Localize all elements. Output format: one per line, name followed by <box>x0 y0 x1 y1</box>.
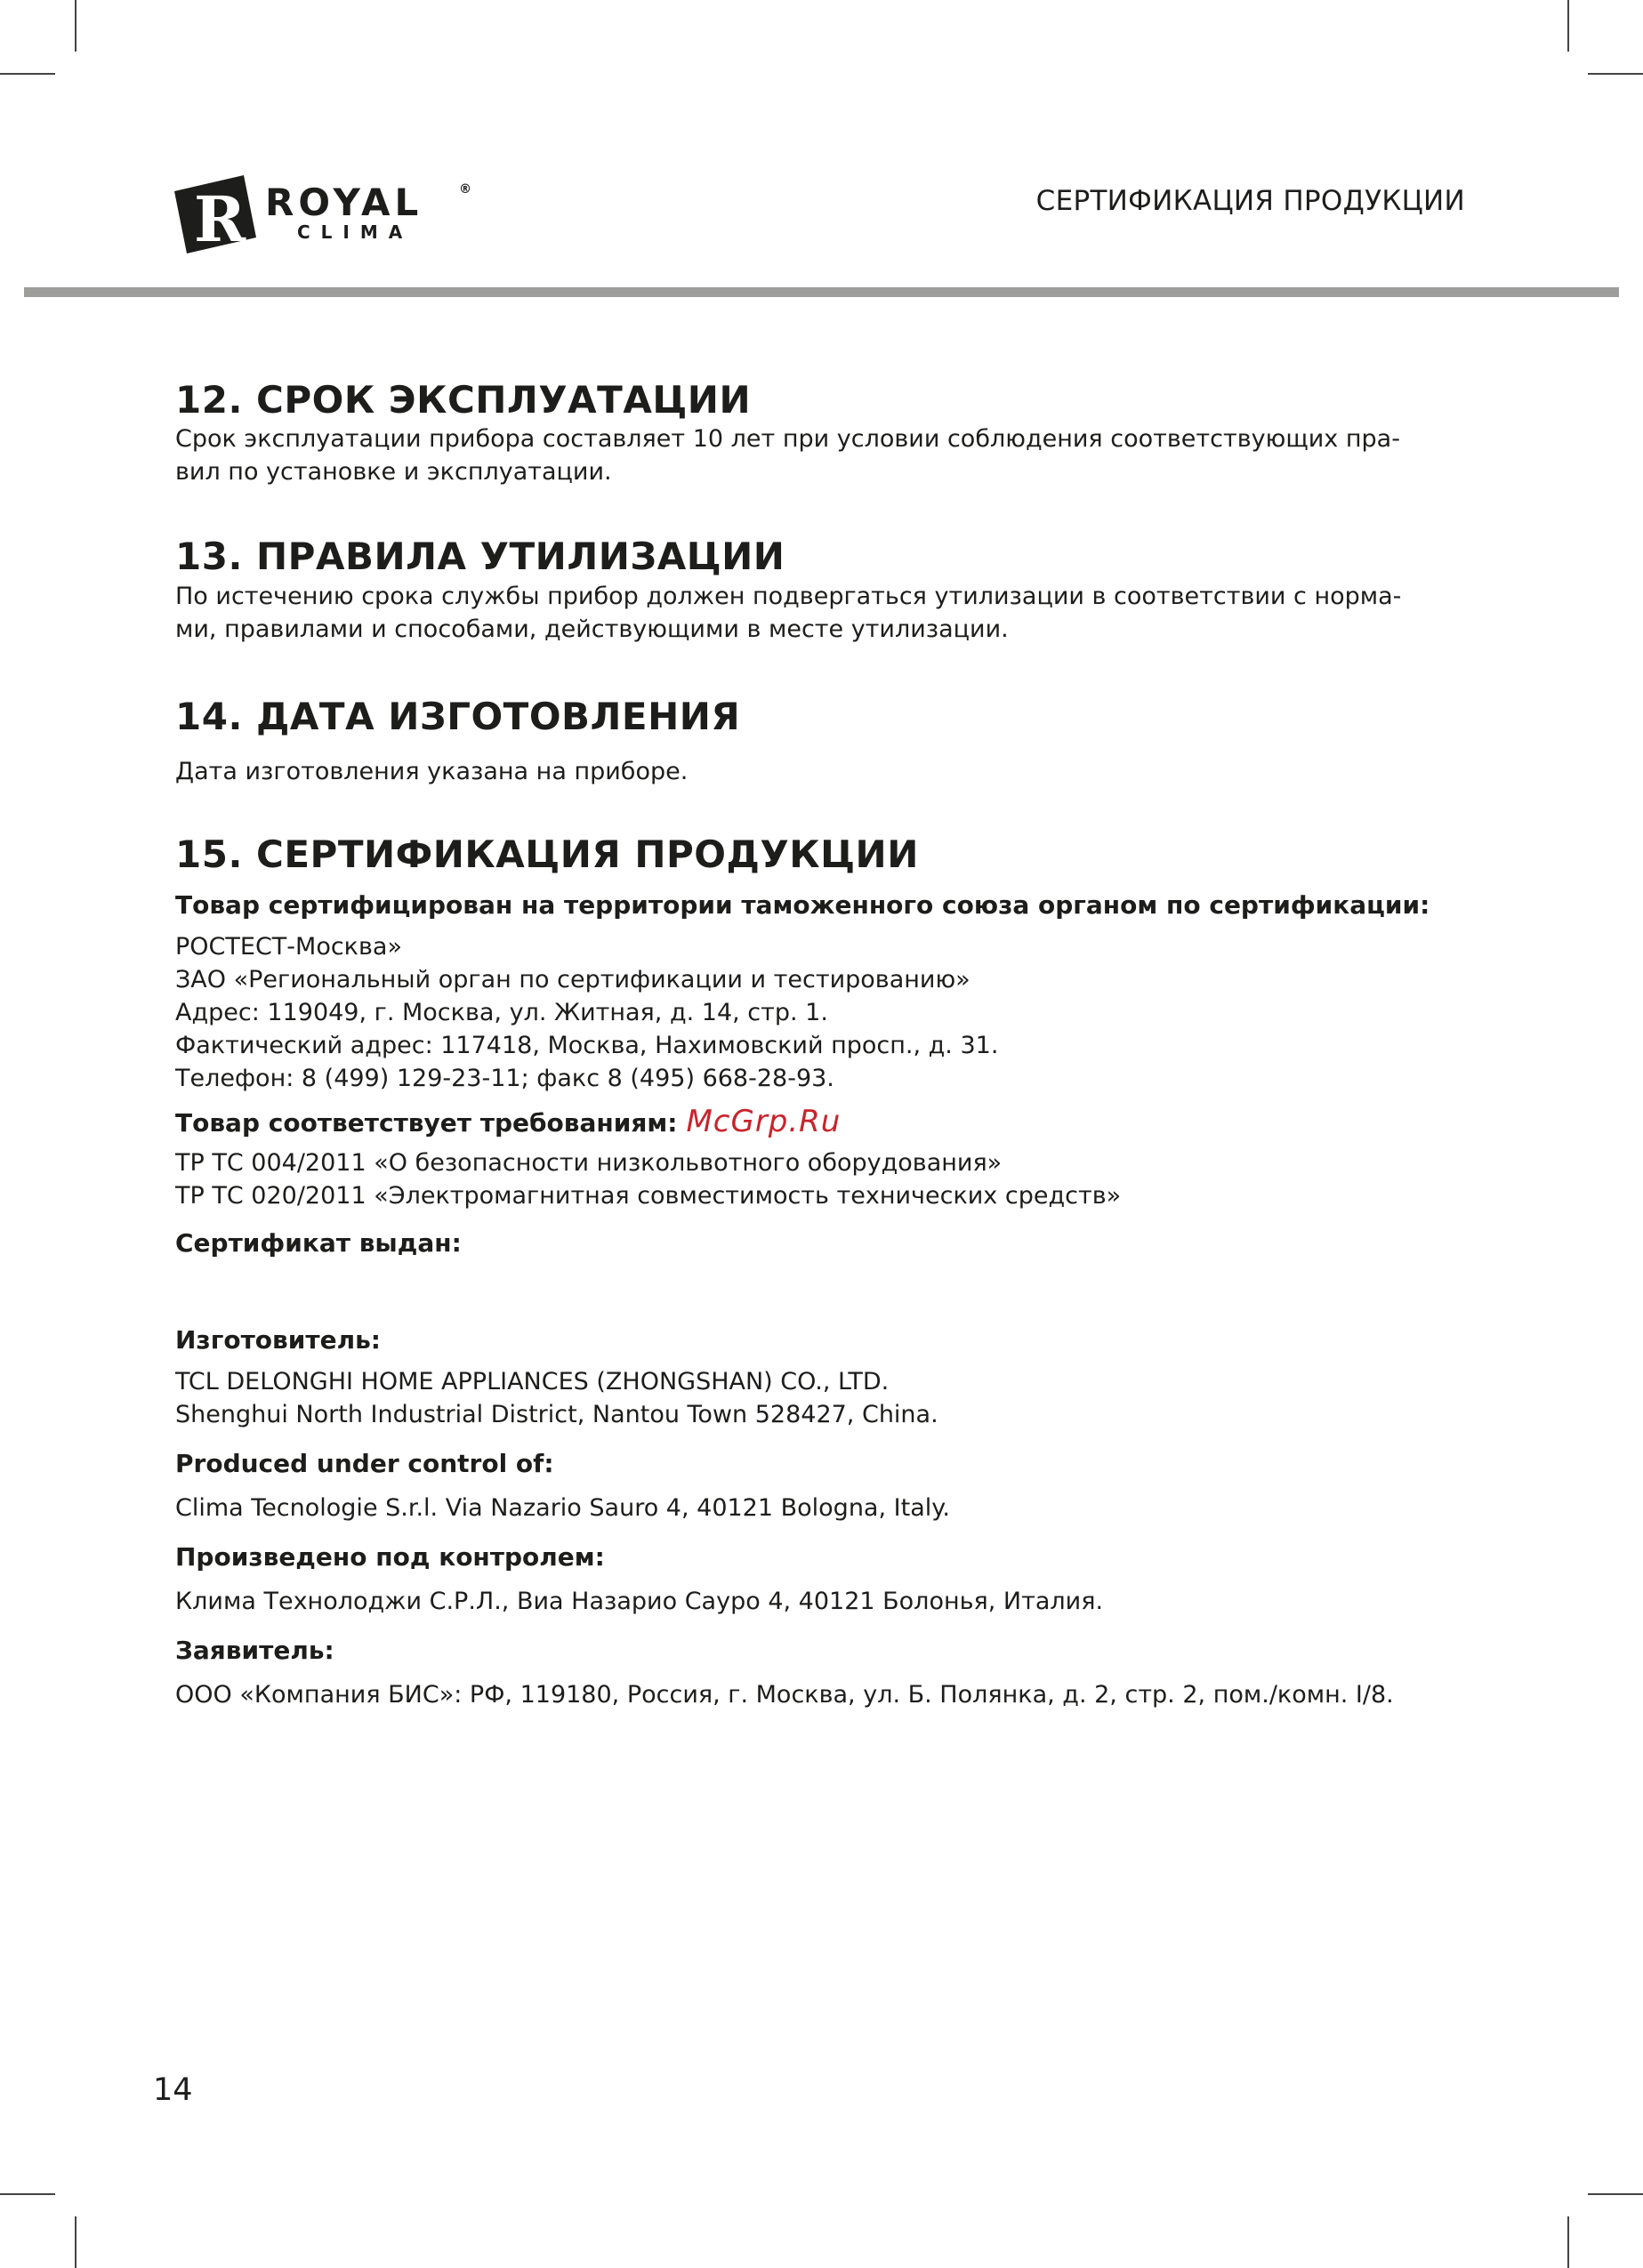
certifier-line-1: РОСТЕСТ-Москва» <box>175 932 402 961</box>
manufacturer-line-2: Shenghui North Industrial District, Nantou Town 528427, China. <box>175 1400 938 1428</box>
requirement-line-2: ТР ТС 020/2011 «Электромагнитная совместимость технических средств» <box>175 1181 1122 1210</box>
brand-logo <box>174 175 486 255</box>
crop-mark-bottom-left-v <box>75 2216 77 2268</box>
certified-label: Товар сертифицирован на территории таможенного союза органом по сертификации: <box>175 889 1430 920</box>
certifier-line-3: Адрес: 119049, г. Москва, ул. Житная, д. 14, стр. 1. <box>175 998 828 1026</box>
logo-emblem-icon <box>174 175 260 255</box>
produced-en-label: Produced under control of: <box>175 1448 554 1478</box>
section-13-line-2: ми, правилами и способами, действующими в месте утилизации. <box>175 615 1009 643</box>
page-number: 14 <box>153 2072 193 2108</box>
certifier-line-2: ЗАО «Региональный орган по сертификации и тестированию» <box>175 965 970 993</box>
section-13-line-1: По истечению срока службы прибор должен подвергаться утилизации в соответствии с норма- <box>175 582 1402 610</box>
certificate-issued-label: Сертификат выдан: <box>175 1227 462 1258</box>
applicant-text: ООО «Компания БИС»: РФ, 119180, Россия, г. Москва, ул. Б. Полянка, д. 2, стр. 2, пом./комн. I/8. <box>175 1680 1394 1709</box>
certifier-line-4: Фактический адрес: 117418, Москва, Нахимовский просп., д. 31. <box>175 1031 999 1059</box>
certifier-line-5: Телефон: 8 (499) 129-23-11; факс 8 (495) 668-28-93. <box>175 1064 834 1092</box>
crop-mark-bottom-right-v <box>1567 2216 1569 2268</box>
header-title: СЕРТИФИКАЦИЯ ПРОДУКЦИИ <box>1035 185 1465 217</box>
crop-mark-top-right-h <box>1588 73 1643 75</box>
section-14-heading: 14. ДАТА ИЗГОТОВЛЕНИЯ <box>175 694 741 738</box>
logo-word-clima: CLIMA <box>297 221 414 243</box>
requirement-line-1: ТР ТС 004/2011 «О безопасности низкольвотного оборудования» <box>175 1148 1003 1177</box>
page-content <box>175 378 1474 1711</box>
crop-mark-bottom-right-h <box>1588 2193 1643 2195</box>
requirements-row <box>175 1103 1474 1139</box>
section-12-line-2: вил по установке и эксплуатации. <box>175 458 612 487</box>
crop-mark-top-right-v <box>1567 0 1569 52</box>
manufacturer-label: Изготовитель: <box>175 1324 381 1355</box>
section-12-line-1: Срок эксплуатации прибора составляет 10 лет при условии соблюдения соответствующих пра- <box>175 425 1400 454</box>
requirements-label: Товар соответствует требованиям: <box>175 1107 678 1138</box>
produced-en-text: Clima Tecnologie S.r.l. Via Nazario Sauro 4, 40121 Bologna, Italy. <box>175 1493 950 1522</box>
manufacturer-line-1: TCL DELONGHI HOME APPLIANCES (ZHONGSHAN) CO., LTD. <box>175 1367 890 1395</box>
section-12-heading: 12. СРОК ЭКСПЛУАТАЦИИ <box>175 378 752 422</box>
crop-mark-top-left-h <box>0 73 55 75</box>
section-13-heading: 13. ПРАВИЛА УТИЛИЗАЦИИ <box>175 535 785 579</box>
svg-text:R: R <box>194 182 246 255</box>
crop-mark-bottom-left-h <box>0 2193 55 2195</box>
produced-ru-text: Клима Технолоджи С.Р.Л., Виа Назарио Сауро 4, 40121 Болонья, Италия. <box>175 1587 1104 1615</box>
produced-ru-label: Произведено под контролем: <box>175 1541 605 1572</box>
watermark-text: McGrp.Ru <box>686 1103 842 1139</box>
logo-registered-mark: ® <box>459 182 471 197</box>
section-15-heading: 15. СЕРТИФИКАЦИЯ ПРОДУКЦИИ <box>175 832 919 877</box>
crop-mark-top-left-v <box>75 0 77 52</box>
logo-word-royal: ROYAL <box>265 181 423 224</box>
section-14-line-1: Дата изготовления указана на приборе. <box>175 758 689 786</box>
header-divider <box>24 287 1619 297</box>
applicant-label: Заявитель: <box>175 1635 334 1665</box>
